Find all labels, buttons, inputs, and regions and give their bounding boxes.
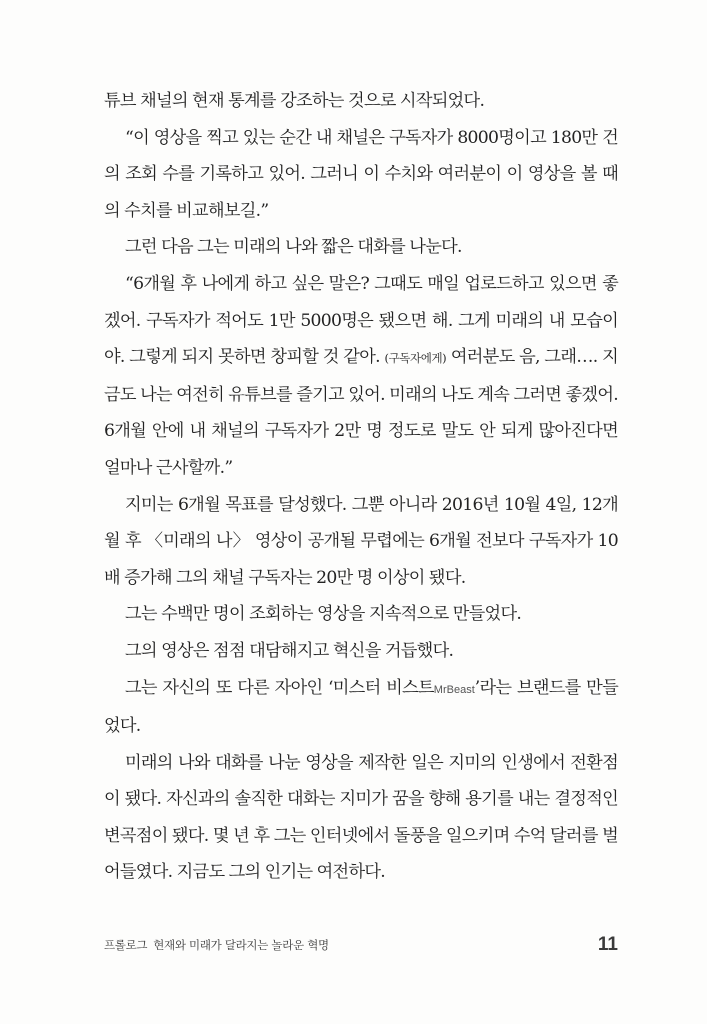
paragraph: 그런 다음 그는 미래의 나와 짧은 대화를 나눈다. bbox=[125, 237, 462, 258]
page-footer bbox=[104, 932, 618, 958]
paragraph-text: ’라는 브랜드를 만들었다. bbox=[104, 677, 618, 737]
footer-chapter-title: 현재와 미래가 달라지는 놀라운 혁명 bbox=[153, 938, 329, 952]
paragraph-with-note bbox=[104, 266, 618, 487]
small-note: (구독자에게) bbox=[384, 351, 447, 366]
paragraph: 그는 수백만 명이 조회하는 영상을 지속적으로 만들었다. bbox=[125, 604, 522, 625]
paragraph-with-latin bbox=[104, 670, 618, 745]
paragraph: 지미는 6개월 목표를 달성했다. 그뿐 아니라 2016년 10월 4일, 12개월 후 〈미래의 나〉 영상이 공개될 무렵에는 6개월 전보다 구독자가 10배 증가해 그의 채널 구독자는 20만 명 이상이 됐다. bbox=[104, 494, 618, 588]
page-number: 11 bbox=[597, 934, 618, 955]
latin-annotation: MrBeast bbox=[433, 683, 475, 696]
footer-section: 프롤로그 bbox=[104, 938, 148, 952]
paragraph-text: 그는 자신의 또 다른 자아인 ‘미스터 비스트 bbox=[125, 677, 434, 698]
paragraph-text: “6개월 후 나에게 하고 싶은 말은? 그때도 매일 업로드하고 있으면 좋겠어. 구독자가 적어도 1만 5000명은 됐으면 해. 그게 미래의 내 모습이야. 그렇게 되지 못하면 창피할 것 같아. bbox=[104, 273, 618, 368]
paragraph: 그의 영상은 점점 대담해지고 혁신을 거듭했다. bbox=[125, 640, 454, 661]
paragraph: “이 영상을 찍고 있는 순간 내 채널은 구독자가 8000명이고 180만 건의 조회 수를 기록하고 있어. 그러니 이 수치와 여러분이 이 영상을 볼 때의 수치를 비교해보길.” bbox=[104, 127, 618, 221]
running-footer bbox=[104, 937, 329, 953]
body-text bbox=[104, 83, 618, 891]
paragraph-text: 여러분도 음, 그래…. 지금도 나는 여전히 유튜브를 즐기고 있어. 미래의 나도 계속 그러면 좋겠어. 6개월 안에 내 채널의 구독자가 2만 명 정도로 말도 안 되게 많아진다면 얼마나 근사할까.” bbox=[104, 347, 619, 478]
paragraph: 미래의 나와 대화를 나눈 영상을 제작한 일은 지미의 인생에서 전환점이 됐다. 자신과의 솔직한 대화는 지미가 꿈을 향해 용기를 내는 결정적인 변곡점이 됐다. 몇 년 후 그는 인터넷에서 돌풍을 일으키며 수억 달러를 벌어들였다. 지금도 그의 인기는 여전하다. bbox=[104, 752, 618, 883]
paragraph: 튜브 채널의 현재 통계를 강조하는 것으로 시작되었다. bbox=[104, 91, 485, 111]
